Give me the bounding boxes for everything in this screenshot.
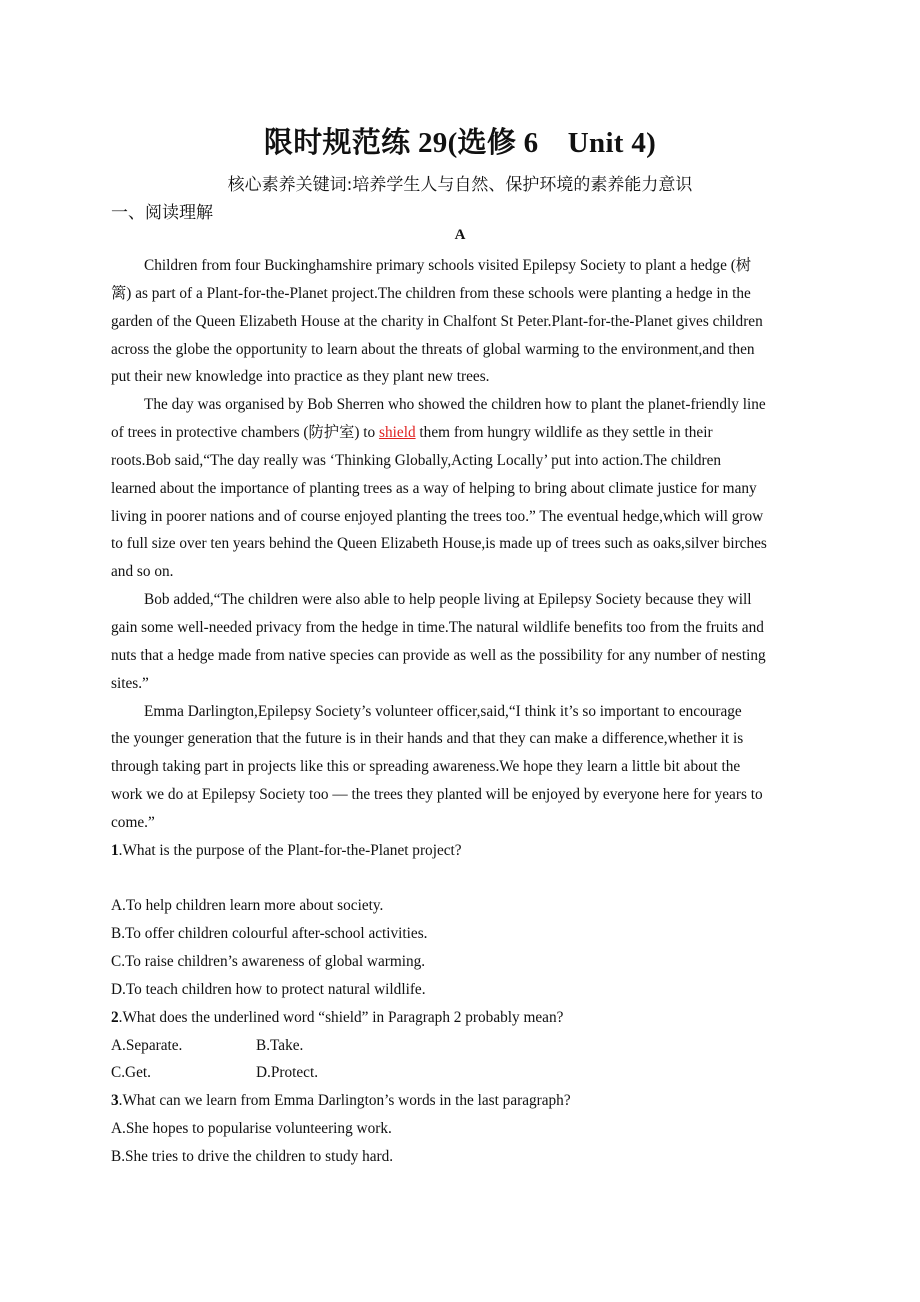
text-line	[111, 503, 811, 531]
text-line	[111, 948, 811, 976]
passage-body	[111, 252, 811, 1171]
text-line	[111, 308, 811, 336]
question-number: 1	[111, 841, 119, 859]
text-line	[111, 1143, 811, 1171]
question-number: 3	[111, 1092, 119, 1110]
passage-title: A	[454, 227, 466, 243]
text-line	[111, 1115, 811, 1143]
text-line	[111, 976, 811, 1004]
line-text: work we do at Epilepsy Society too — the trees they planted will be enjoyed by everyone here for years to	[111, 786, 763, 804]
line-text: Bob added,“The children were also able to help people living at Epilepsy Society because they will	[144, 591, 752, 609]
text-line	[111, 892, 811, 920]
line-text: nuts that a hedge made from native species can provide as well as the possibility for any number of nesting	[111, 646, 766, 664]
section-heading: 一、阅读理解	[111, 203, 213, 223]
line-text: 篱) as part of a Plant-for-the-Planet project.The children from these schools were planting a hedge in the	[111, 284, 751, 302]
underlined-word: shield	[379, 424, 416, 442]
page-title: 限时规范练 29(选修 6 Unit 4)	[263, 127, 657, 159]
line-text: B.To offer children colourful after-school activities.	[111, 925, 428, 943]
text-line	[111, 642, 811, 670]
line-text: put their new knowledge into practice as they plant new trees.	[111, 368, 490, 386]
text-line	[111, 447, 811, 475]
line-text: Children from four Buckinghamshire primary schools visited Epilepsy Society to plant a hedge (树	[144, 257, 752, 274]
text-line	[111, 419, 811, 447]
text-line	[111, 809, 811, 837]
line-text: the younger generation that the future is in their hands and that they can make a difference,whether it is	[111, 730, 744, 748]
text-line	[111, 363, 811, 391]
text-line	[111, 865, 811, 893]
text-line	[111, 1059, 811, 1087]
text-line	[111, 614, 811, 642]
question-number: 2	[111, 1008, 119, 1026]
answer-option: D.Protect.	[256, 1064, 319, 1082]
text-line	[111, 920, 811, 948]
text-line	[111, 475, 811, 503]
text-line	[111, 670, 811, 698]
line-text: D.To teach children how to protect natural wildlife.	[111, 980, 426, 998]
subtitle: 核心素养关键词:培养学生人与自然、保护环境的素养能力意识	[227, 175, 693, 195]
line-text: C.To raise children’s awareness of global warming.	[111, 953, 426, 971]
line-text: .What does the underlined word “shield” in Paragraph 2 probably mean?	[118, 1008, 564, 1026]
line-text: across the globe the opportunity to learn about the threats of global warming to the environment,and then	[111, 340, 755, 358]
line-text: them from hungry wildlife as they settle in their	[415, 424, 713, 442]
line-text: learned about the importance of planting trees as a way of helping to bring about climate justice for many	[111, 479, 757, 497]
text-line	[111, 698, 811, 726]
line-text: A.She hopes to popularise volunteering work.	[111, 1120, 392, 1138]
line-text: .What is the purpose of the Plant-for-the-Planet project?	[118, 841, 462, 859]
line-text: B.She tries to drive the children to study hard.	[111, 1148, 394, 1165]
line-text: living in poorer nations and of course enjoyed planting the trees too.” The eventual hedge,which will grow	[111, 507, 764, 525]
text-line	[111, 391, 811, 419]
line-text: come.”	[111, 813, 155, 831]
line-text: sites.”	[111, 674, 149, 692]
question-line	[111, 837, 811, 865]
line-text: roots.Bob said,“The day really was ‘Thinking Globally,Acting Locally’ put into action.The children	[111, 451, 722, 469]
line-text: A.To help children learn more about society.	[111, 897, 384, 915]
text-line	[111, 1032, 811, 1060]
line-text: The day was organised by Bob Sherren who showed the children how to plant the planet-friendly line	[144, 396, 766, 414]
text-line	[111, 586, 811, 614]
question-line	[111, 1087, 811, 1115]
text-line	[111, 725, 811, 753]
text-line	[111, 781, 811, 809]
text-line	[111, 558, 811, 586]
line-text: to full size over ten years behind the Queen Elizabeth House,is made up of trees such as oaks,silver birches	[111, 535, 767, 553]
answer-option: C.Get.	[111, 1064, 151, 1082]
text-line	[111, 280, 811, 308]
text-line	[111, 753, 811, 781]
answer-option: A.Separate.	[111, 1036, 183, 1054]
line-text: .What can we learn from Emma Darlington’s words in the last paragraph?	[118, 1092, 571, 1110]
question-line	[111, 1004, 811, 1032]
text-line	[111, 252, 811, 280]
answer-option: B.Take.	[256, 1036, 304, 1054]
line-text: and so on.	[111, 563, 174, 581]
line-text: gain some well-needed privacy from the hedge in time.The natural wildlife benefits too from the fruits and	[111, 618, 764, 636]
line-text: garden of the Queen Elizabeth House at the charity in Chalfont St Peter.Plant-for-the-Planet gives children	[111, 312, 763, 330]
line-text: through taking part in projects like this or spreading awareness.We hope they learn a little bit about the	[111, 758, 741, 776]
line-text: Emma Darlington,Epilepsy Society’s volunteer officer,said,“I think it’s so important to encourage	[144, 702, 742, 720]
text-line	[111, 336, 811, 364]
line-text: of trees in protective chambers (防护室) to	[111, 424, 380, 442]
text-line	[111, 530, 811, 558]
